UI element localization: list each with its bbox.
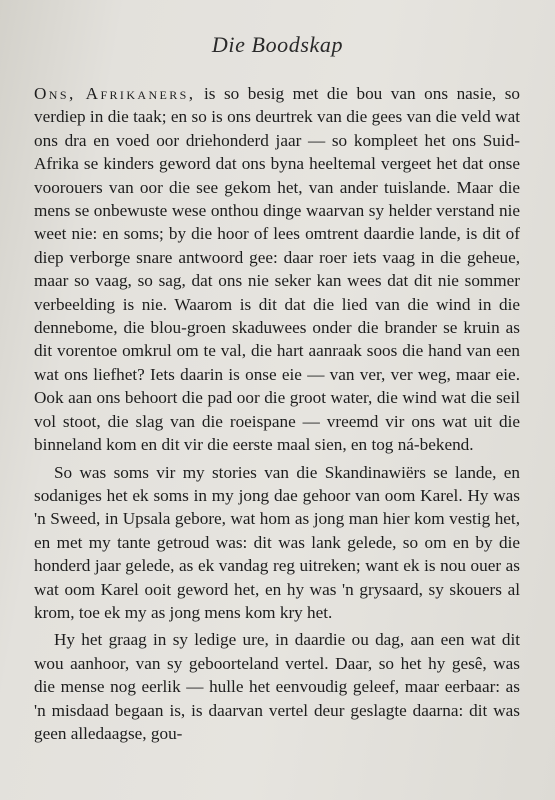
body-text (34, 82, 520, 745)
paragraph-3: Hy het graag in sy ledige ure, in daardie ou dag, aan een wat dit wou aanhoor, van sy geboorteland vertel. Daar, so het hy gesê, was die mense nog eerlik — hulle het eenvoudig geleef, maar eerbaar: as 'n misdaad begaan is, is daarvan vertel deur geslagte daarna: dit was geen alledaagse, gou- (34, 630, 520, 743)
paragraph-1 (34, 82, 520, 457)
paragraph-2: So was soms vir my stories van die Skandinawiërs se lande, en sodaniges het ek soms in my jong dae gehoor van oom Karel. Hy was 'n Sweed, in Upsala gebore, wat hom as jong man hier kom vestig het, en met my tante getroud was: dit was lank gelede, so om en by die honderd jaar gelede, as ek vandag reg uitreken; want ek is nou ouer as wat oom Karel ooit geword het, en hy was 'n grysaard, sy skouers al krom, toe ek my as jong mens kom kry het. (34, 462, 520, 622)
lead-in-small-caps: Ons, Afrikaners, (34, 84, 196, 103)
running-head: Die Boodskap (211, 32, 344, 57)
paragraph-1-text: is so besig met die bou van ons nasie, so verdiep in die taak; en so is ons deurtrek van die gees van die veld wat ons dra en voed oor driehonderd jaar — so kompleet het ons Suid-Afrika se kinders geword dat ons byna heeltemal vergeet het dat onse voorouers van oor die see gekom het, van ander tuislande. Maar die mens se onbewuste wese onthou dinge waarvan sy helder verstand nie weet nie: en soms; by die hoor of lees omtrent daardie lande, is dit of diep verborge snare antwoord gee: daar roer iets vaag in die geheue, maar so vaag, so sag, dat ons nie seker kan wees dat dit nie sommer verbeelding is nie. Waarom is dit dat die lied van die wind in die dennebome, die blou-groen skaduwees onder die brander se kruin as dit vorentoe omkrul om te val, die hart aanraak soos die hand van een wat ons liefhet? Iets daarin is onse eie — van ver, ver weg, maar eie. Ook aan ons behoort die pad oor die groot water, die wind wat die seil vol stoot, die slag van die roeispane — vreemd vir ons wat uit die binneland kom en dit vir die eerste maal sien, en tog ná-bekend. (34, 84, 520, 455)
